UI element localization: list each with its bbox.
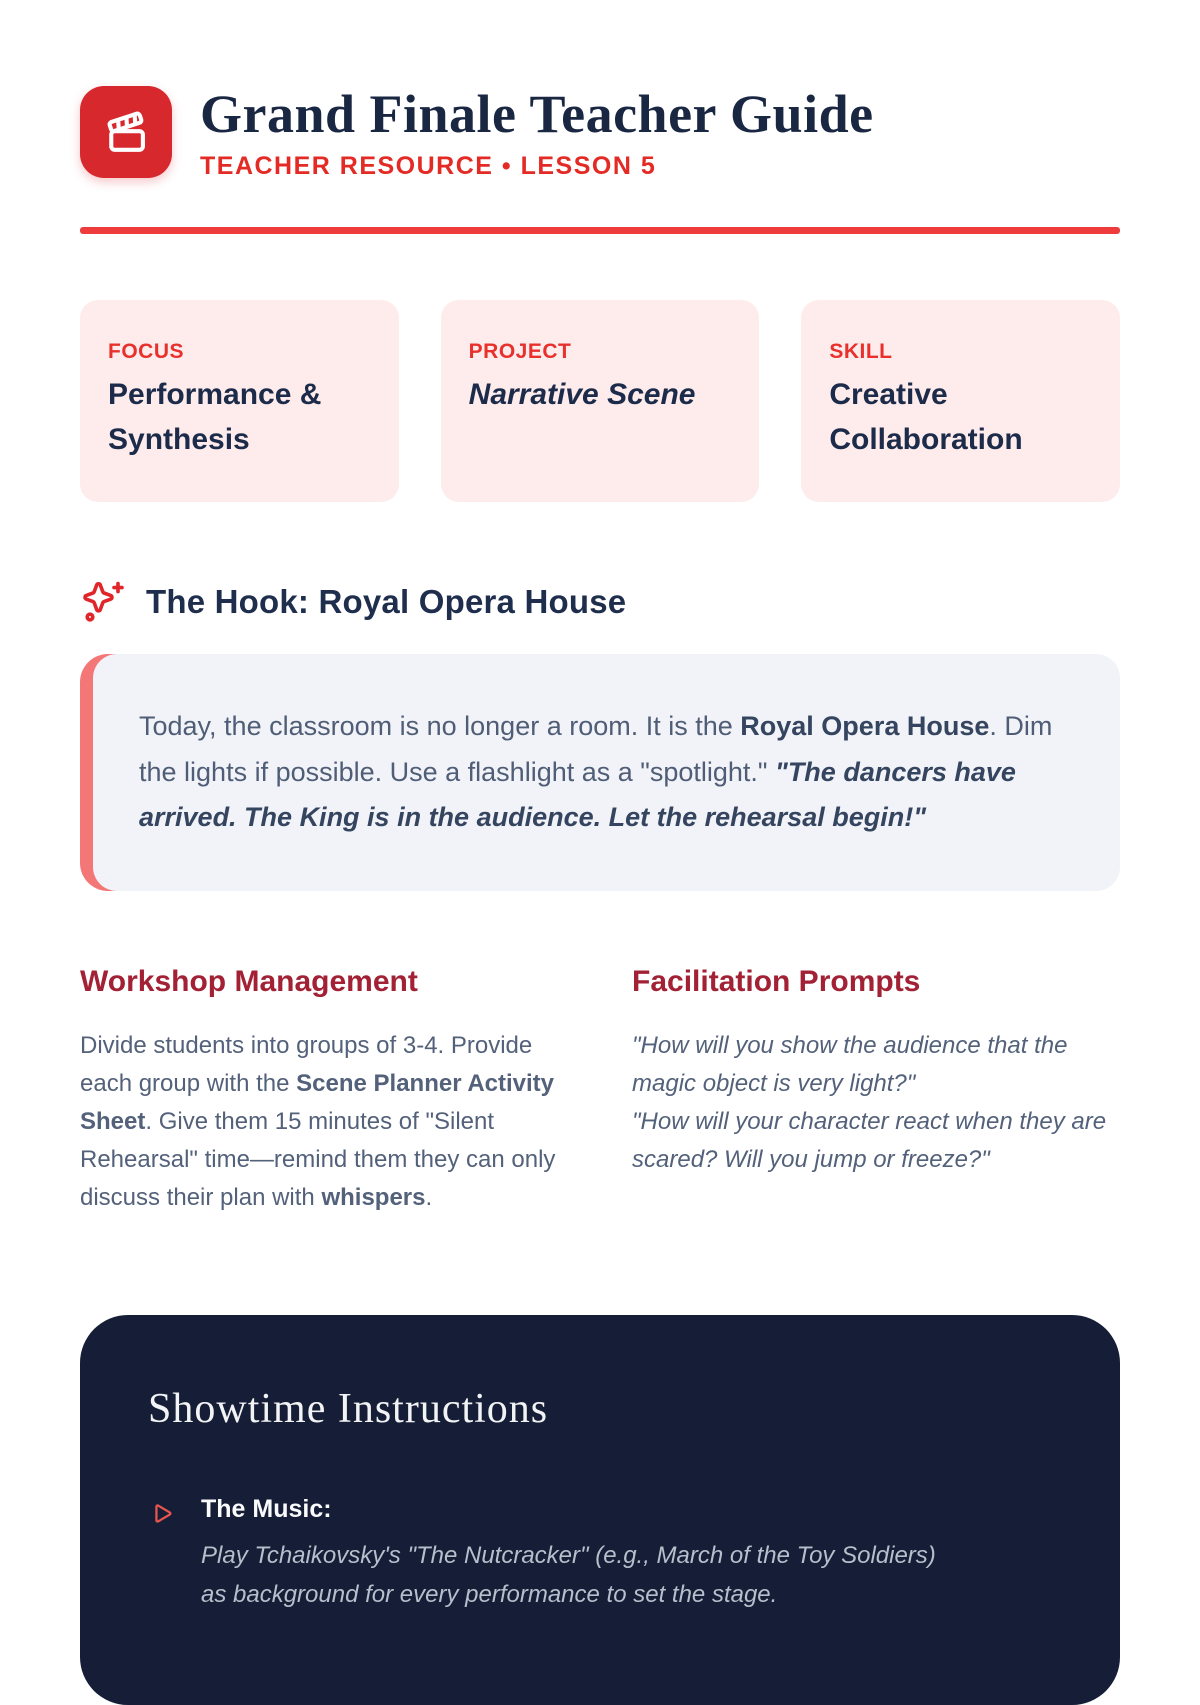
prompt-line: "How will your character react when they are scared? Will you jump or freeze?" xyxy=(632,1108,1107,1174)
clapperboard-icon xyxy=(80,86,172,178)
hook-quote-text: Today, the classroom is no longer a room. It is the Royal Opera House. Dim the lights if possible. Use a flashlight as a "spotlight." "The dancers have arrived. The King is in the audience. Let the rehearsal begin!" xyxy=(93,654,1120,892)
showtime-card xyxy=(80,1315,1120,1705)
hook-section-heading xyxy=(80,578,1120,626)
showtime-item-title: The Music: xyxy=(201,1494,332,1523)
columns xyxy=(80,965,1120,1217)
info-card-project xyxy=(441,300,760,502)
prompt-line: "How will you show the audience that the magic object is very light?" xyxy=(632,1032,1068,1098)
card-label: PROJECT xyxy=(468,339,572,363)
info-cards xyxy=(80,300,1120,502)
showtime-item-music xyxy=(148,1495,1052,1615)
divider xyxy=(80,227,1120,234)
card-label: SKILL xyxy=(829,339,893,363)
workshop-management-column xyxy=(80,965,568,1217)
column-heading: Facilitation Prompts xyxy=(632,965,921,999)
facilitation-prompts-column xyxy=(632,965,1120,1217)
hook-heading: The Hook: Royal Opera House xyxy=(146,582,627,620)
play-icon xyxy=(148,1500,175,1527)
info-card-focus xyxy=(80,300,399,502)
page-subtitle: TEACHER RESOURCE • LESSON 5 xyxy=(200,151,657,180)
showtime-item-body: Play Tchaikovsky's "The Nutcracker" (e.g., March of the Toy Soldiers) as background for every performance to set the stage. xyxy=(201,1541,936,1609)
column-heading: Workshop Management xyxy=(80,965,418,999)
card-value: Narrative Scene xyxy=(468,377,696,411)
showtime-item-content xyxy=(201,1495,961,1615)
showtime-heading: Showtime Instructions xyxy=(148,1385,549,1432)
sparkles-icon xyxy=(80,578,128,626)
hook-quote-block xyxy=(80,654,1120,892)
card-value: Performance & Synthesis xyxy=(108,377,322,456)
workshop-management-text: Divide students into groups of 3-4. Provide each group with the Scene Planner Activity Sheet. Give them 15 minutes of "Silent Rehearsal" time—remind them they can only discuss their plan with whispers. xyxy=(80,1032,556,1211)
header xyxy=(80,0,1120,181)
header-text xyxy=(200,86,874,181)
page-title: Grand Finale Teacher Guide xyxy=(200,84,874,144)
info-card-skill xyxy=(801,300,1120,502)
card-value: Creative Collaboration xyxy=(829,377,1023,456)
facilitation-prompts-text xyxy=(632,1027,1120,1179)
card-label: FOCUS xyxy=(108,339,184,363)
